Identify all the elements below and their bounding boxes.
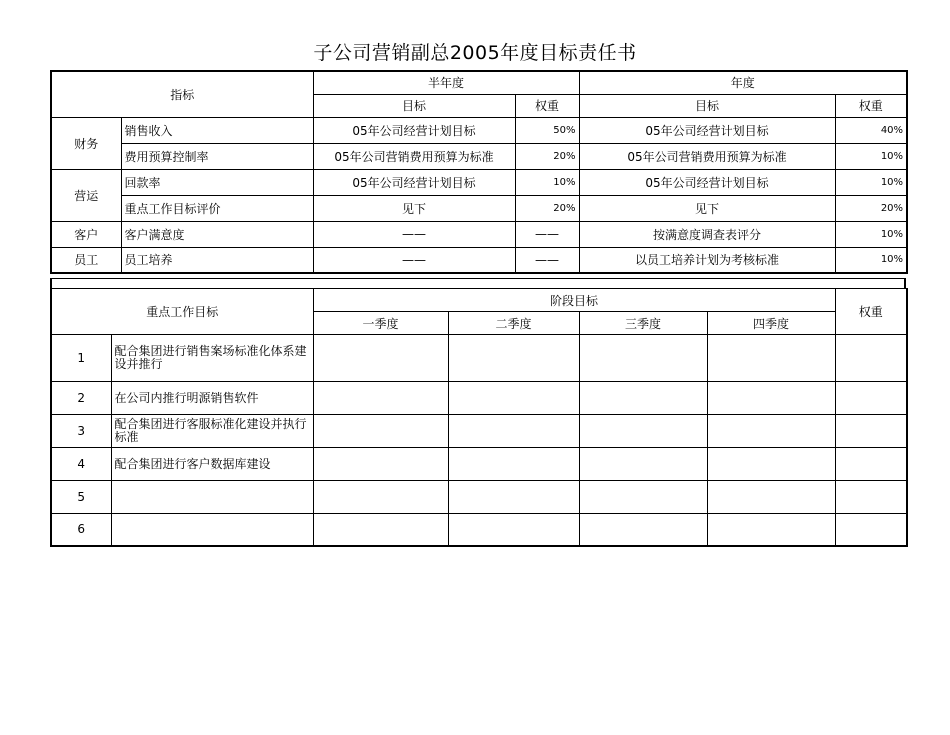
group-label: 员工 bbox=[51, 247, 121, 273]
item-label: 重点工作目标评价 bbox=[121, 195, 313, 221]
table-row bbox=[51, 169, 907, 195]
header-half-weight: 权重 bbox=[515, 94, 579, 117]
half-weight-cell: 20% bbox=[515, 143, 579, 169]
table-row bbox=[51, 415, 907, 448]
weight-cell bbox=[835, 514, 907, 546]
q1-cell bbox=[313, 448, 448, 481]
group-label: 客户 bbox=[51, 221, 121, 247]
q4-cell bbox=[707, 335, 835, 382]
q3-cell bbox=[579, 448, 707, 481]
half-weight-cell: 50% bbox=[515, 117, 579, 143]
header-key-work: 重点工作目标 bbox=[51, 289, 313, 335]
header-year-target: 目标 bbox=[579, 94, 835, 117]
header-full-year: 年度 bbox=[579, 71, 907, 94]
table-row bbox=[51, 382, 907, 415]
q4-cell bbox=[707, 415, 835, 448]
table-row bbox=[51, 335, 907, 382]
year-weight-cell: 40% bbox=[835, 117, 907, 143]
item-label: 销售收入 bbox=[121, 117, 313, 143]
item-label: 回款率 bbox=[121, 169, 313, 195]
group-label: 财务 bbox=[51, 117, 121, 169]
header-stage-target: 阶段目标 bbox=[313, 289, 835, 312]
q2-cell bbox=[448, 415, 579, 448]
header-half-target: 目标 bbox=[313, 94, 515, 117]
row-number: 5 bbox=[51, 481, 111, 514]
weight-cell bbox=[835, 448, 907, 481]
table-row bbox=[51, 481, 907, 514]
header-year-weight: 权重 bbox=[835, 94, 907, 117]
q4-cell bbox=[707, 514, 835, 546]
header-q1: 一季度 bbox=[313, 312, 448, 335]
header-indicator: 指标 bbox=[51, 71, 313, 117]
table-row bbox=[51, 247, 907, 273]
year-target-cell: 见下 bbox=[579, 195, 835, 221]
row-number: 1 bbox=[51, 335, 111, 382]
half-weight-cell: —— bbox=[515, 247, 579, 273]
weight-cell bbox=[835, 415, 907, 448]
item-label: 费用预算控制率 bbox=[121, 143, 313, 169]
year-target-cell: 05年公司营销费用预算为标准 bbox=[579, 143, 835, 169]
half-target-cell: 05年公司经营计划目标 bbox=[313, 117, 515, 143]
q1-cell bbox=[313, 415, 448, 448]
half-weight-cell: 20% bbox=[515, 195, 579, 221]
task-cell bbox=[111, 514, 313, 546]
q3-cell bbox=[579, 335, 707, 382]
q1-cell bbox=[313, 481, 448, 514]
year-weight-cell: 10% bbox=[835, 247, 907, 273]
q2-cell bbox=[448, 448, 579, 481]
weight-cell bbox=[835, 481, 907, 514]
task-cell bbox=[111, 481, 313, 514]
half-target-cell: —— bbox=[313, 247, 515, 273]
table-row bbox=[51, 195, 907, 221]
q1-cell bbox=[313, 514, 448, 546]
row-number: 4 bbox=[51, 448, 111, 481]
year-weight-cell: 10% bbox=[835, 169, 907, 195]
weight-cell bbox=[835, 335, 907, 382]
year-target-cell: 按满意度调查表评分 bbox=[579, 221, 835, 247]
half-target-cell: 05年公司营销费用预算为标准 bbox=[313, 143, 515, 169]
year-target-cell: 以员工培养计划为考核标准 bbox=[579, 247, 835, 273]
half-target-cell: 05年公司经营计划目标 bbox=[313, 169, 515, 195]
item-label: 员工培养 bbox=[121, 247, 313, 273]
task-cell: 配合集团进行客服标准化建设并执行标准 bbox=[111, 415, 313, 448]
header-q3: 三季度 bbox=[579, 312, 707, 335]
q3-cell bbox=[579, 382, 707, 415]
q2-cell bbox=[448, 335, 579, 382]
q2-cell bbox=[448, 514, 579, 546]
q3-cell bbox=[579, 481, 707, 514]
row-number: 2 bbox=[51, 382, 111, 415]
q3-cell bbox=[579, 514, 707, 546]
row-number: 3 bbox=[51, 415, 111, 448]
group-label: 营运 bbox=[51, 169, 121, 221]
year-weight-cell: 10% bbox=[835, 143, 907, 169]
table-spacer bbox=[50, 278, 906, 288]
half-weight-cell: 10% bbox=[515, 169, 579, 195]
weight-cell bbox=[835, 382, 907, 415]
half-weight-cell: —— bbox=[515, 221, 579, 247]
header-half-year: 半年度 bbox=[313, 71, 579, 94]
table-row bbox=[51, 514, 907, 546]
indicator-table bbox=[50, 70, 908, 274]
table-row bbox=[51, 143, 907, 169]
q2-cell bbox=[448, 382, 579, 415]
table-row bbox=[51, 221, 907, 247]
table-row bbox=[51, 117, 907, 143]
year-target-cell: 05年公司经营计划目标 bbox=[579, 169, 835, 195]
task-cell: 配合集团进行销售案场标准化体系建设并推行 bbox=[111, 335, 313, 382]
task-cell: 在公司内推行明源销售软件 bbox=[111, 382, 313, 415]
row-number: 6 bbox=[51, 514, 111, 546]
item-label: 客户满意度 bbox=[121, 221, 313, 247]
year-weight-cell: 10% bbox=[835, 221, 907, 247]
header-q2: 二季度 bbox=[448, 312, 579, 335]
header-weight: 权重 bbox=[835, 289, 907, 335]
q4-cell bbox=[707, 382, 835, 415]
year-weight-cell: 20% bbox=[835, 195, 907, 221]
q4-cell bbox=[707, 481, 835, 514]
table-row bbox=[51, 448, 907, 481]
header-q4: 四季度 bbox=[707, 312, 835, 335]
q1-cell bbox=[313, 335, 448, 382]
task-cell: 配合集团进行客户数据库建设 bbox=[111, 448, 313, 481]
q1-cell bbox=[313, 382, 448, 415]
q3-cell bbox=[579, 415, 707, 448]
half-target-cell: 见下 bbox=[313, 195, 515, 221]
year-target-cell: 05年公司经营计划目标 bbox=[579, 117, 835, 143]
half-target-cell: —— bbox=[313, 221, 515, 247]
page-title: 子公司营销副总2005年度目标责任书 bbox=[313, 42, 637, 64]
key-work-table bbox=[50, 288, 908, 547]
q2-cell bbox=[448, 481, 579, 514]
q4-cell bbox=[707, 448, 835, 481]
